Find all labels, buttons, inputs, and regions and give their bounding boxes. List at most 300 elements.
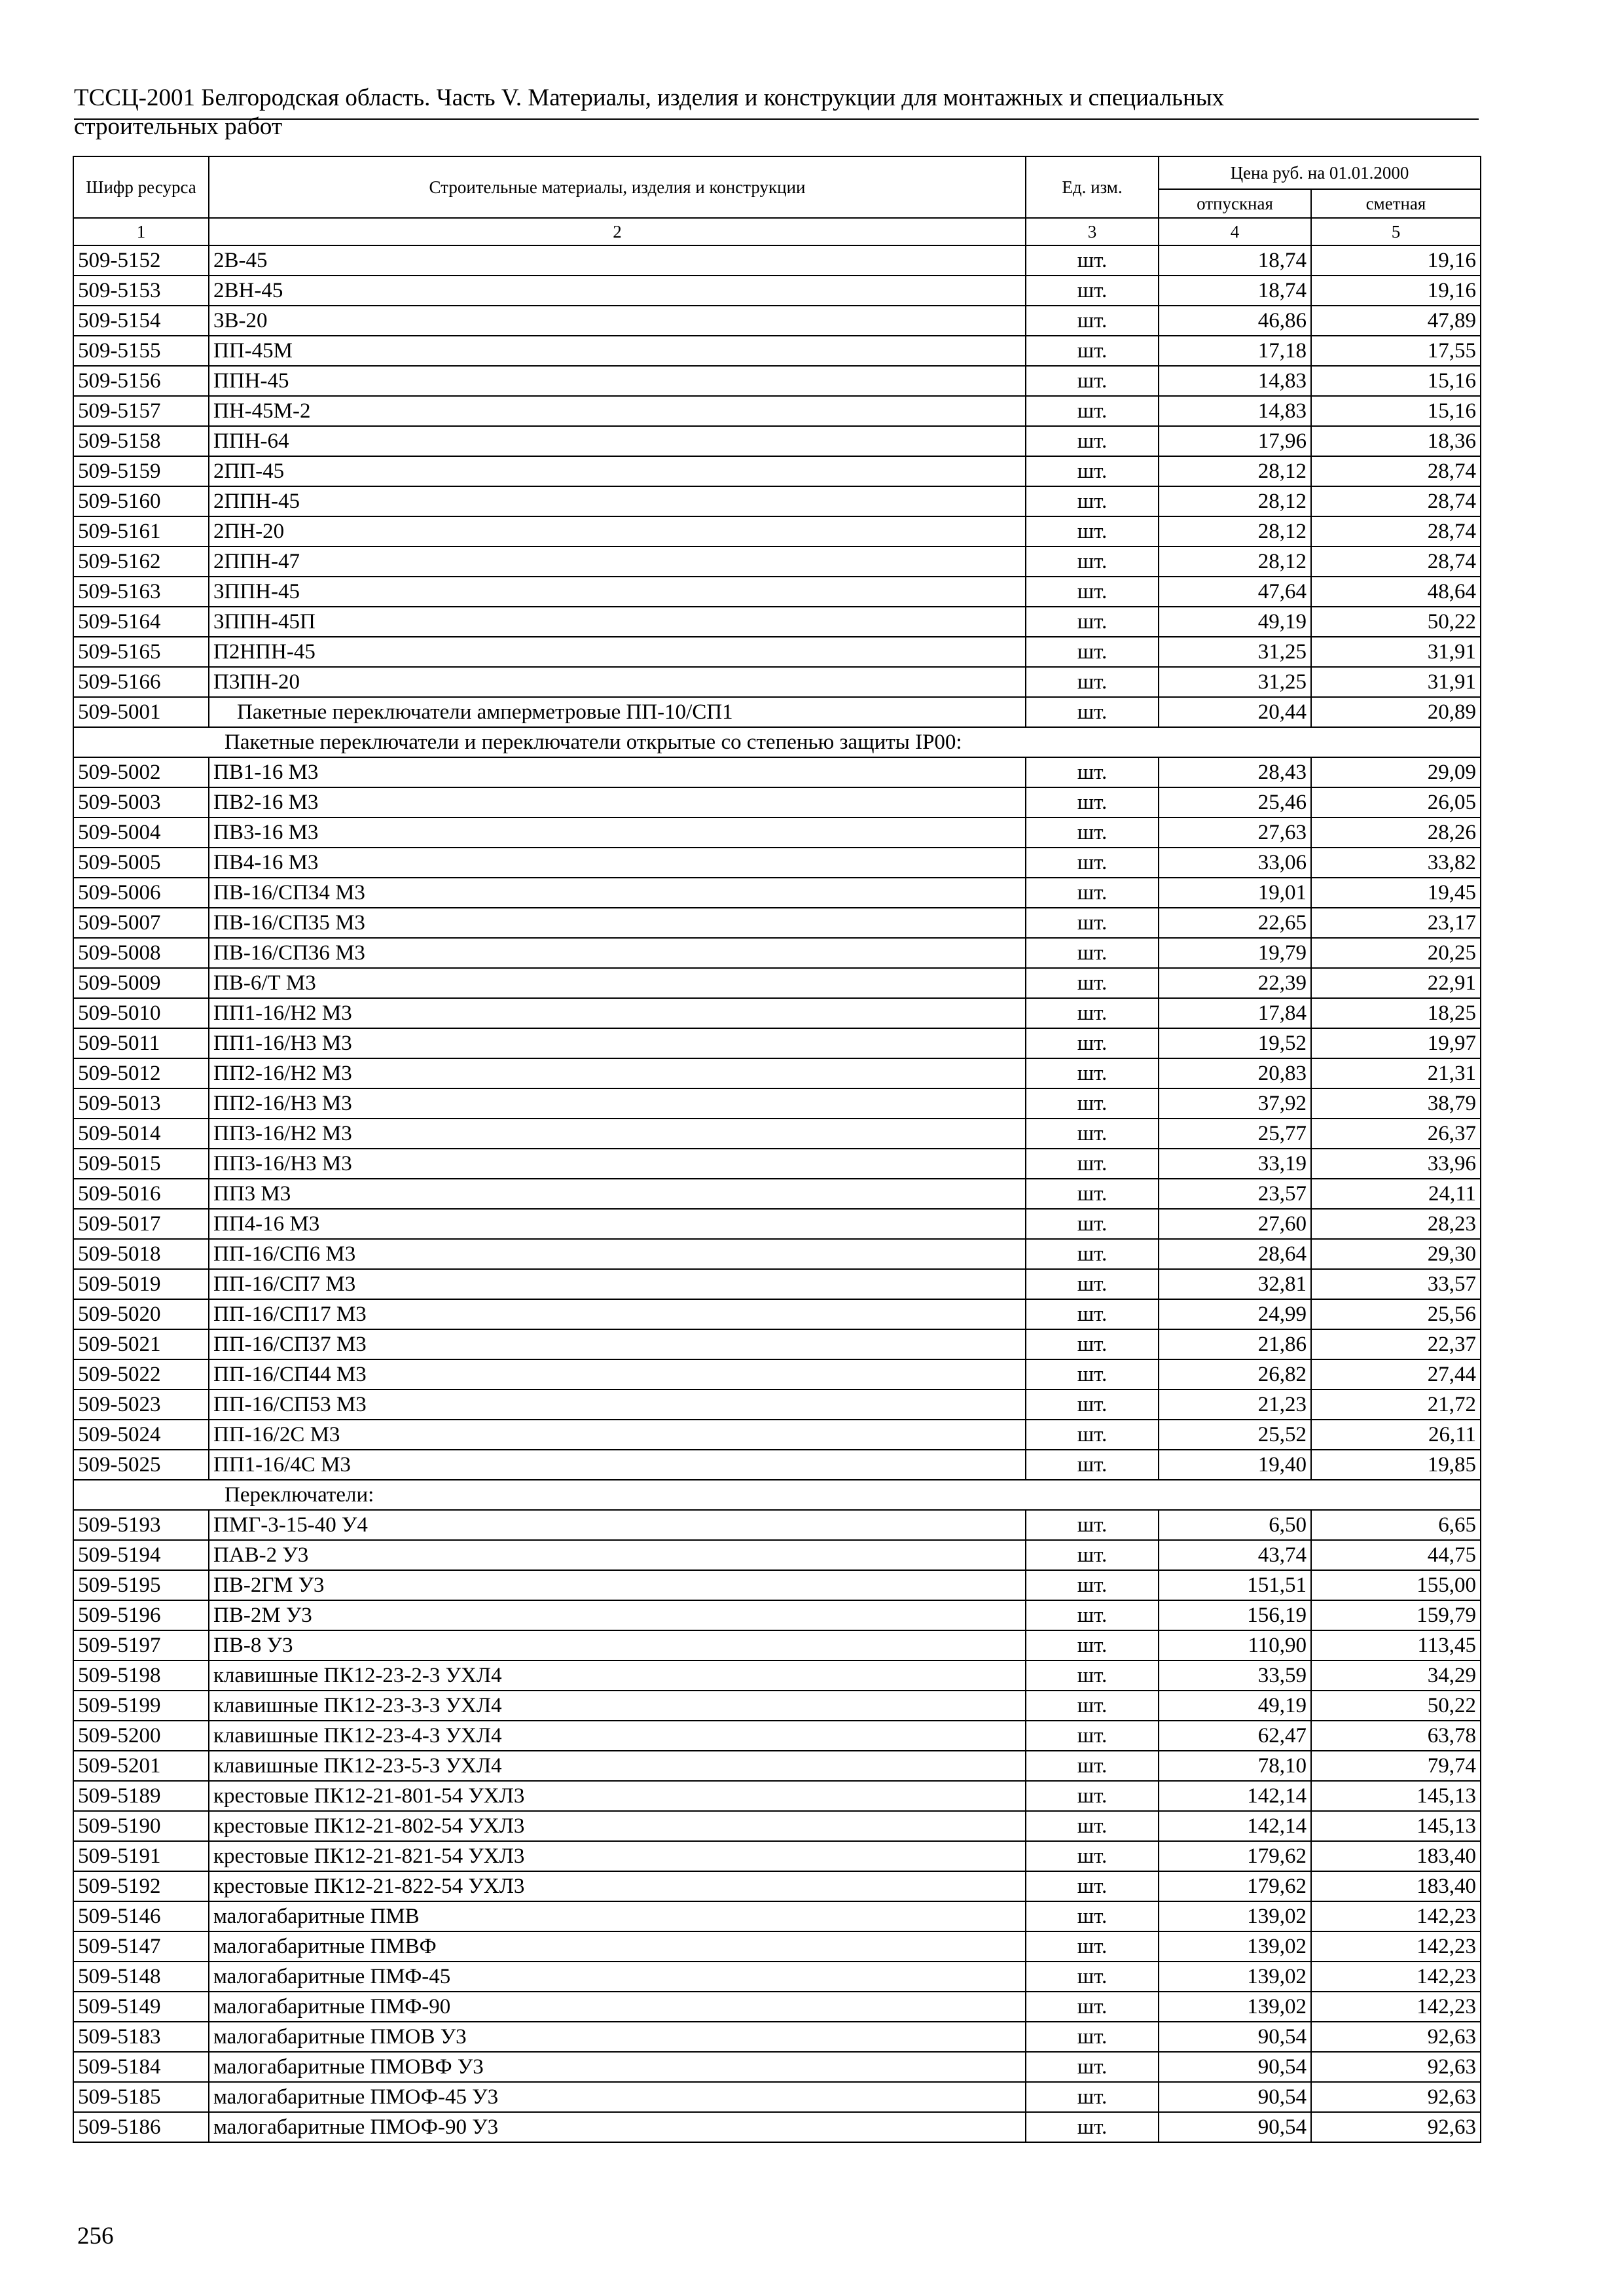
cell-estimate-price: 22,37 bbox=[1311, 1329, 1481, 1359]
header-num-3: 3 bbox=[1026, 218, 1159, 245]
cell-name: ПВ-16/СП34 М3 bbox=[209, 878, 1026, 908]
cell-release-price: 17,96 bbox=[1159, 426, 1311, 456]
cell-name: крестовые ПК12-21-801-54 УХЛ3 bbox=[209, 1781, 1026, 1811]
cell-name: ПВ-2М У3 bbox=[209, 1600, 1026, 1630]
cell-unit: шт. bbox=[1026, 1660, 1159, 1691]
cell-code: 509-5147 bbox=[73, 1931, 209, 1962]
cell-release-price: 179,62 bbox=[1159, 1871, 1311, 1901]
table-row bbox=[73, 637, 1481, 667]
table-row bbox=[73, 1390, 1481, 1420]
cell-estimate-price: 38,79 bbox=[1311, 1088, 1481, 1119]
cell-name: ПП-16/СП37 М3 bbox=[209, 1329, 1026, 1359]
cell-code: 509-5146 bbox=[73, 1901, 209, 1931]
cell-unit: шт. bbox=[1026, 1239, 1159, 1269]
cell-code: 509-5190 bbox=[73, 1811, 209, 1841]
cell-release-price: 37,92 bbox=[1159, 1088, 1311, 1119]
cell-code: 509-5194 bbox=[73, 1540, 209, 1570]
cell-name: ПП-45М bbox=[209, 336, 1026, 366]
table-row bbox=[73, 667, 1481, 697]
cell-estimate-price: 142,23 bbox=[1311, 1901, 1481, 1931]
cell-estimate-price: 183,40 bbox=[1311, 1871, 1481, 1901]
header-release-price: отпускная bbox=[1159, 189, 1311, 218]
cell-unit: шт. bbox=[1026, 1329, 1159, 1359]
cell-release-price: 25,52 bbox=[1159, 1420, 1311, 1450]
cell-code: 509-5006 bbox=[73, 878, 209, 908]
cell-unit: шт. bbox=[1026, 1269, 1159, 1299]
table-row bbox=[73, 1119, 1481, 1149]
page-number: 256 bbox=[77, 2223, 114, 2250]
cell-estimate-price: 145,13 bbox=[1311, 1811, 1481, 1841]
table-row bbox=[73, 2052, 1481, 2082]
table-row bbox=[73, 1269, 1481, 1299]
cell-name: 2ППН-47 bbox=[209, 547, 1026, 577]
cell-name: ПП-16/СП17 М3 bbox=[209, 1299, 1026, 1329]
cell-name: ПВ-16/СП36 М3 bbox=[209, 938, 1026, 968]
table-row bbox=[73, 486, 1481, 516]
cell-unit: шт. bbox=[1026, 1359, 1159, 1390]
cell-name: ПП-16/СП44 М3 bbox=[209, 1359, 1026, 1390]
table-row bbox=[73, 547, 1481, 577]
table-row bbox=[73, 1179, 1481, 1209]
cell-release-price: 156,19 bbox=[1159, 1600, 1311, 1630]
cell-code: 509-5010 bbox=[73, 998, 209, 1028]
cell-unit: шт. bbox=[1026, 1179, 1159, 1209]
cell-estimate-price: 47,89 bbox=[1311, 306, 1481, 336]
cell-estimate-price: 63,78 bbox=[1311, 1721, 1481, 1751]
cell-name: ПВ-16/СП35 М3 bbox=[209, 908, 1026, 938]
table-row bbox=[73, 366, 1481, 396]
table-row bbox=[73, 1420, 1481, 1450]
cell-estimate-price: 145,13 bbox=[1311, 1781, 1481, 1811]
cell-estimate-price: 19,16 bbox=[1311, 245, 1481, 276]
table-row bbox=[73, 1299, 1481, 1329]
cell-code: 509-5009 bbox=[73, 968, 209, 998]
cell-release-price: 139,02 bbox=[1159, 1931, 1311, 1962]
table-row bbox=[73, 1209, 1481, 1239]
cell-name: ППН-45 bbox=[209, 366, 1026, 396]
cell-name: ПВ3-16 М3 bbox=[209, 817, 1026, 848]
cell-unit: шт. bbox=[1026, 1149, 1159, 1179]
cell-release-price: 110,90 bbox=[1159, 1630, 1311, 1660]
cell-estimate-price: 92,63 bbox=[1311, 2112, 1481, 2142]
table-row bbox=[73, 878, 1481, 908]
cell-estimate-price: 28,74 bbox=[1311, 456, 1481, 486]
cell-release-price: 14,83 bbox=[1159, 396, 1311, 426]
cell-unit: шт. bbox=[1026, 1510, 1159, 1540]
table-row bbox=[73, 396, 1481, 426]
cell-unit: шт. bbox=[1026, 1751, 1159, 1781]
section-row bbox=[73, 1480, 1481, 1510]
cell-estimate-price: 19,16 bbox=[1311, 276, 1481, 306]
cell-name: 2ПН-20 bbox=[209, 516, 1026, 547]
cell-name: ПП3-16/Н3 М3 bbox=[209, 1149, 1026, 1179]
cell-name: малогабаритные ПМФ-90 bbox=[209, 1992, 1026, 2022]
cell-name: 3В-20 bbox=[209, 306, 1026, 336]
cell-name: ПП1-16/Н3 М3 bbox=[209, 1028, 1026, 1058]
table-row bbox=[73, 1239, 1481, 1269]
header-num-4: 4 bbox=[1159, 218, 1311, 245]
cell-unit: шт. bbox=[1026, 1570, 1159, 1600]
table-row bbox=[73, 848, 1481, 878]
cell-release-price: 20,83 bbox=[1159, 1058, 1311, 1088]
table-row bbox=[73, 2112, 1481, 2142]
cell-name: ПП4-16 М3 bbox=[209, 1209, 1026, 1239]
cell-estimate-price: 92,63 bbox=[1311, 2022, 1481, 2052]
cell-code: 509-5016 bbox=[73, 1179, 209, 1209]
cell-name: малогабаритные ПМОФ-45 У3 bbox=[209, 2082, 1026, 2112]
cell-name: клавишные ПК12-23-2-3 УХЛ4 bbox=[209, 1660, 1026, 1691]
cell-release-price: 139,02 bbox=[1159, 1992, 1311, 2022]
cell-estimate-price: 21,72 bbox=[1311, 1390, 1481, 1420]
cell-release-price: 20,44 bbox=[1159, 697, 1311, 727]
cell-name: 2ПП-45 bbox=[209, 456, 1026, 486]
cell-unit: шт. bbox=[1026, 396, 1159, 426]
cell-name: ПВ-6/Т М3 bbox=[209, 968, 1026, 998]
cell-release-price: 142,14 bbox=[1159, 1811, 1311, 1841]
cell-estimate-price: 28,23 bbox=[1311, 1209, 1481, 1239]
table-row bbox=[73, 245, 1481, 276]
cell-code: 509-5015 bbox=[73, 1149, 209, 1179]
cell-name: ПВ4-16 М3 bbox=[209, 848, 1026, 878]
cell-code: 509-5198 bbox=[73, 1660, 209, 1691]
table-row bbox=[73, 306, 1481, 336]
header-code: Шифр ресурса bbox=[73, 156, 209, 218]
cell-release-price: 23,57 bbox=[1159, 1179, 1311, 1209]
cell-unit: шт. bbox=[1026, 1058, 1159, 1088]
cell-release-price: 46,86 bbox=[1159, 306, 1311, 336]
cell-unit: шт. bbox=[1026, 1420, 1159, 1450]
table-row bbox=[73, 1540, 1481, 1570]
cell-code: 509-5164 bbox=[73, 607, 209, 637]
cell-estimate-price: 29,09 bbox=[1311, 757, 1481, 787]
cell-unit: шт. bbox=[1026, 1901, 1159, 1931]
cell-code: 509-5184 bbox=[73, 2052, 209, 2082]
cell-unit: шт. bbox=[1026, 245, 1159, 276]
section-row bbox=[73, 727, 1481, 757]
cell-estimate-price: 20,25 bbox=[1311, 938, 1481, 968]
cell-estimate-price: 31,91 bbox=[1311, 667, 1481, 697]
cell-unit: шт. bbox=[1026, 1028, 1159, 1058]
cell-release-price: 27,60 bbox=[1159, 1209, 1311, 1239]
cell-estimate-price: 92,63 bbox=[1311, 2082, 1481, 2112]
cell-estimate-price: 33,82 bbox=[1311, 848, 1481, 878]
cell-code: 509-5153 bbox=[73, 276, 209, 306]
cell-unit: шт. bbox=[1026, 787, 1159, 817]
cell-name: клавишные ПК12-23-4-3 УХЛ4 bbox=[209, 1721, 1026, 1751]
cell-unit: шт. bbox=[1026, 306, 1159, 336]
cell-release-price: 43,74 bbox=[1159, 1540, 1311, 1570]
cell-release-price: 49,19 bbox=[1159, 1691, 1311, 1721]
cell-unit: шт. bbox=[1026, 2022, 1159, 2052]
table-row bbox=[73, 336, 1481, 366]
cell-name: ПП-16/СП7 М3 bbox=[209, 1269, 1026, 1299]
header-num-2: 2 bbox=[209, 218, 1026, 245]
cell-unit: шт. bbox=[1026, 908, 1159, 938]
cell-release-price: 62,47 bbox=[1159, 1721, 1311, 1751]
page-header bbox=[74, 84, 1479, 141]
header-num-5: 5 bbox=[1311, 218, 1481, 245]
cell-unit: шт. bbox=[1026, 426, 1159, 456]
cell-estimate-price: 79,74 bbox=[1311, 1751, 1481, 1781]
cell-code: 509-5019 bbox=[73, 1269, 209, 1299]
cell-unit: шт. bbox=[1026, 667, 1159, 697]
cell-code: 509-5025 bbox=[73, 1450, 209, 1480]
cell-unit: шт. bbox=[1026, 336, 1159, 366]
cell-unit: шт. bbox=[1026, 1811, 1159, 1841]
cell-name: ПП1-16/Н2 М3 bbox=[209, 998, 1026, 1028]
cell-unit: шт. bbox=[1026, 1390, 1159, 1420]
cell-code: 509-5165 bbox=[73, 637, 209, 667]
cell-code: 509-5163 bbox=[73, 577, 209, 607]
cell-name: 2ВН-45 bbox=[209, 276, 1026, 306]
cell-code: 509-5149 bbox=[73, 1992, 209, 2022]
cell-unit: шт. bbox=[1026, 1992, 1159, 2022]
cell-code: 509-5186 bbox=[73, 2112, 209, 2142]
cell-estimate-price: 22,91 bbox=[1311, 968, 1481, 998]
cell-estimate-price: 18,25 bbox=[1311, 998, 1481, 1028]
cell-code: 509-5157 bbox=[73, 396, 209, 426]
cell-release-price: 25,46 bbox=[1159, 787, 1311, 817]
table-row bbox=[73, 456, 1481, 486]
cell-code: 509-5200 bbox=[73, 1721, 209, 1751]
cell-release-price: 32,81 bbox=[1159, 1269, 1311, 1299]
cell-estimate-price: 28,26 bbox=[1311, 817, 1481, 848]
cell-release-price: 139,02 bbox=[1159, 1962, 1311, 1992]
cell-name: 3ППН-45П bbox=[209, 607, 1026, 637]
table-row bbox=[73, 2022, 1481, 2052]
cell-estimate-price: 23,17 bbox=[1311, 908, 1481, 938]
cell-unit: шт. bbox=[1026, 456, 1159, 486]
section-title: Переключатели: bbox=[73, 1480, 1481, 1510]
cell-name: ПП3-16/Н2 М3 bbox=[209, 1119, 1026, 1149]
table-row bbox=[73, 1781, 1481, 1811]
cell-estimate-price: 19,85 bbox=[1311, 1450, 1481, 1480]
cell-code: 509-5012 bbox=[73, 1058, 209, 1088]
cell-estimate-price: 50,22 bbox=[1311, 1691, 1481, 1721]
cell-name: малогабаритные ПМВФ bbox=[209, 1931, 1026, 1962]
cell-name: П3ПН-20 bbox=[209, 667, 1026, 697]
cell-code: 509-5183 bbox=[73, 2022, 209, 2052]
cell-code: 509-5197 bbox=[73, 1630, 209, 1660]
cell-estimate-price: 44,75 bbox=[1311, 1540, 1481, 1570]
cell-release-price: 28,12 bbox=[1159, 486, 1311, 516]
table-row bbox=[73, 1028, 1481, 1058]
cell-release-price: 151,51 bbox=[1159, 1570, 1311, 1600]
cell-code: 509-5154 bbox=[73, 306, 209, 336]
cell-code: 509-5022 bbox=[73, 1359, 209, 1390]
cell-release-price: 21,86 bbox=[1159, 1329, 1311, 1359]
table-row bbox=[73, 1359, 1481, 1390]
header-rule bbox=[74, 118, 1479, 120]
table-row bbox=[73, 1871, 1481, 1901]
cell-estimate-price: 26,37 bbox=[1311, 1119, 1481, 1149]
cell-code: 509-5004 bbox=[73, 817, 209, 848]
cell-code: 509-5018 bbox=[73, 1239, 209, 1269]
table-row bbox=[73, 968, 1481, 998]
cell-code: 509-5193 bbox=[73, 1510, 209, 1540]
cell-release-price: 90,54 bbox=[1159, 2082, 1311, 2112]
cell-unit: шт. bbox=[1026, 1962, 1159, 1992]
cell-name: ПВ1-16 М3 bbox=[209, 757, 1026, 787]
cell-release-price: 49,19 bbox=[1159, 607, 1311, 637]
cell-name: П2НПН-45 bbox=[209, 637, 1026, 667]
table-body bbox=[73, 245, 1481, 2142]
cell-code: 509-5002 bbox=[73, 757, 209, 787]
table-row bbox=[73, 516, 1481, 547]
cell-unit: шт. bbox=[1026, 757, 1159, 787]
cell-release-price: 14,83 bbox=[1159, 366, 1311, 396]
cell-estimate-price: 18,36 bbox=[1311, 426, 1481, 456]
cell-estimate-price: 20,89 bbox=[1311, 697, 1481, 727]
cell-estimate-price: 26,05 bbox=[1311, 787, 1481, 817]
cell-release-price: 90,54 bbox=[1159, 2022, 1311, 2052]
cell-name: ПП3 М3 bbox=[209, 1179, 1026, 1209]
cell-estimate-price: 155,00 bbox=[1311, 1570, 1481, 1600]
cell-code: 509-5166 bbox=[73, 667, 209, 697]
cell-unit: шт. bbox=[1026, 276, 1159, 306]
cell-release-price: 19,52 bbox=[1159, 1028, 1311, 1058]
table-row bbox=[73, 1058, 1481, 1088]
cell-code: 509-5020 bbox=[73, 1299, 209, 1329]
cell-estimate-price: 17,55 bbox=[1311, 336, 1481, 366]
cell-name: ПН-45М-2 bbox=[209, 396, 1026, 426]
cell-release-price: 26,82 bbox=[1159, 1359, 1311, 1390]
cell-unit: шт. bbox=[1026, 2082, 1159, 2112]
cell-unit: шт. bbox=[1026, 1630, 1159, 1660]
cell-release-price: 6,50 bbox=[1159, 1510, 1311, 1540]
header-estimate-price: сметная bbox=[1311, 189, 1481, 218]
table-header bbox=[73, 156, 1481, 245]
cell-estimate-price: 34,29 bbox=[1311, 1660, 1481, 1691]
table-row bbox=[73, 607, 1481, 637]
cell-code: 509-5024 bbox=[73, 1420, 209, 1450]
cell-release-price: 19,40 bbox=[1159, 1450, 1311, 1480]
table-row bbox=[73, 1992, 1481, 2022]
cell-unit: шт. bbox=[1026, 486, 1159, 516]
cell-code: 509-5191 bbox=[73, 1841, 209, 1871]
cell-unit: шт. bbox=[1026, 1540, 1159, 1570]
cell-name: малогабаритные ПМОВ У3 bbox=[209, 2022, 1026, 2052]
cell-estimate-price: 48,64 bbox=[1311, 577, 1481, 607]
cell-name: крестовые ПК12-21-821-54 УХЛ3 bbox=[209, 1841, 1026, 1871]
cell-release-price: 33,19 bbox=[1159, 1149, 1311, 1179]
cell-estimate-price: 92,63 bbox=[1311, 2052, 1481, 2082]
table-row bbox=[73, 1931, 1481, 1962]
cell-release-price: 90,54 bbox=[1159, 2052, 1311, 2082]
cell-unit: шт. bbox=[1026, 848, 1159, 878]
cell-name: 2В-45 bbox=[209, 245, 1026, 276]
cell-release-price: 142,14 bbox=[1159, 1781, 1311, 1811]
cell-estimate-price: 183,40 bbox=[1311, 1841, 1481, 1871]
cell-estimate-price: 50,22 bbox=[1311, 607, 1481, 637]
table-row bbox=[73, 2082, 1481, 2112]
table-row bbox=[73, 1691, 1481, 1721]
cell-name: ПВ-8 У3 bbox=[209, 1630, 1026, 1660]
cell-unit: шт. bbox=[1026, 968, 1159, 998]
table-row bbox=[73, 1450, 1481, 1480]
cell-estimate-price: 29,30 bbox=[1311, 1239, 1481, 1269]
table-row bbox=[73, 998, 1481, 1028]
cell-name: 3ППН-45 bbox=[209, 577, 1026, 607]
cell-name: ПАВ-2 У3 bbox=[209, 1540, 1026, 1570]
cell-release-price: 28,12 bbox=[1159, 547, 1311, 577]
cell-release-price: 47,64 bbox=[1159, 577, 1311, 607]
cell-estimate-price: 159,79 bbox=[1311, 1600, 1481, 1630]
cell-estimate-price: 28,74 bbox=[1311, 486, 1481, 516]
cell-name: Пакетные переключатели амперметровые ПП-10/СП1 bbox=[209, 697, 1026, 727]
header-title-line1: ТССЦ-2001 Белгородская область. Часть V. Материалы, изделия и конструкции для монтажных и специальных bbox=[74, 84, 1225, 111]
cell-code: 509-5013 bbox=[73, 1088, 209, 1119]
cell-code: 509-5007 bbox=[73, 908, 209, 938]
cell-estimate-price: 26,11 bbox=[1311, 1420, 1481, 1450]
cell-code: 509-5160 bbox=[73, 486, 209, 516]
section-title: Пакетные переключатели и переключатели открытые со степенью защиты IP00: bbox=[73, 727, 1481, 757]
cell-code: 509-5011 bbox=[73, 1028, 209, 1058]
cell-estimate-price: 33,96 bbox=[1311, 1149, 1481, 1179]
cell-name: ПП-16/СП6 М3 bbox=[209, 1239, 1026, 1269]
cell-name: ПП2-16/Н2 М3 bbox=[209, 1058, 1026, 1088]
table-row bbox=[73, 757, 1481, 787]
cell-release-price: 28,12 bbox=[1159, 456, 1311, 486]
cell-code: 509-5159 bbox=[73, 456, 209, 486]
cell-unit: шт. bbox=[1026, 878, 1159, 908]
table-row bbox=[73, 426, 1481, 456]
cell-name: малогабаритные ПМФ-45 bbox=[209, 1962, 1026, 1992]
cell-code: 509-5155 bbox=[73, 336, 209, 366]
cell-unit: шт. bbox=[1026, 938, 1159, 968]
cell-unit: шт. bbox=[1026, 998, 1159, 1028]
header-unit: Ед. изм. bbox=[1026, 156, 1159, 218]
cell-name: ПМГ-3-15-40 У4 bbox=[209, 1510, 1026, 1540]
cell-unit: шт. bbox=[1026, 697, 1159, 727]
cell-release-price: 21,23 bbox=[1159, 1390, 1311, 1420]
header-price: Цена руб. на 01.01.2000 bbox=[1159, 156, 1481, 189]
cell-unit: шт. bbox=[1026, 1600, 1159, 1630]
cell-code: 509-5014 bbox=[73, 1119, 209, 1149]
cell-unit: шт. bbox=[1026, 1931, 1159, 1962]
cell-name: ППН-64 bbox=[209, 426, 1026, 456]
cell-estimate-price: 142,23 bbox=[1311, 1931, 1481, 1962]
cell-estimate-price: 15,16 bbox=[1311, 366, 1481, 396]
cell-code: 509-5201 bbox=[73, 1751, 209, 1781]
table-row bbox=[73, 697, 1481, 727]
cell-release-price: 90,54 bbox=[1159, 2112, 1311, 2142]
cell-code: 509-5162 bbox=[73, 547, 209, 577]
cell-estimate-price: 142,23 bbox=[1311, 1992, 1481, 2022]
table-row bbox=[73, 1329, 1481, 1359]
cell-release-price: 28,12 bbox=[1159, 516, 1311, 547]
cell-code: 509-5001 bbox=[73, 697, 209, 727]
header-title-line2: строительных работ bbox=[74, 113, 283, 140]
table-row bbox=[73, 817, 1481, 848]
cell-code: 509-5023 bbox=[73, 1390, 209, 1420]
cell-release-price: 31,25 bbox=[1159, 667, 1311, 697]
cell-code: 509-5189 bbox=[73, 1781, 209, 1811]
cell-code: 509-5017 bbox=[73, 1209, 209, 1239]
cell-estimate-price: 24,11 bbox=[1311, 1179, 1481, 1209]
cell-name: крестовые ПК12-21-802-54 УХЛ3 bbox=[209, 1811, 1026, 1841]
cell-unit: шт. bbox=[1026, 2052, 1159, 2082]
cell-code: 509-5185 bbox=[73, 2082, 209, 2112]
table-row bbox=[73, 1510, 1481, 1540]
table-row bbox=[73, 276, 1481, 306]
table-row bbox=[73, 1962, 1481, 1992]
cell-unit: шт. bbox=[1026, 1781, 1159, 1811]
cell-code: 509-5161 bbox=[73, 516, 209, 547]
cell-release-price: 27,63 bbox=[1159, 817, 1311, 848]
cell-code: 509-5196 bbox=[73, 1600, 209, 1630]
cell-estimate-price: 6,65 bbox=[1311, 1510, 1481, 1540]
